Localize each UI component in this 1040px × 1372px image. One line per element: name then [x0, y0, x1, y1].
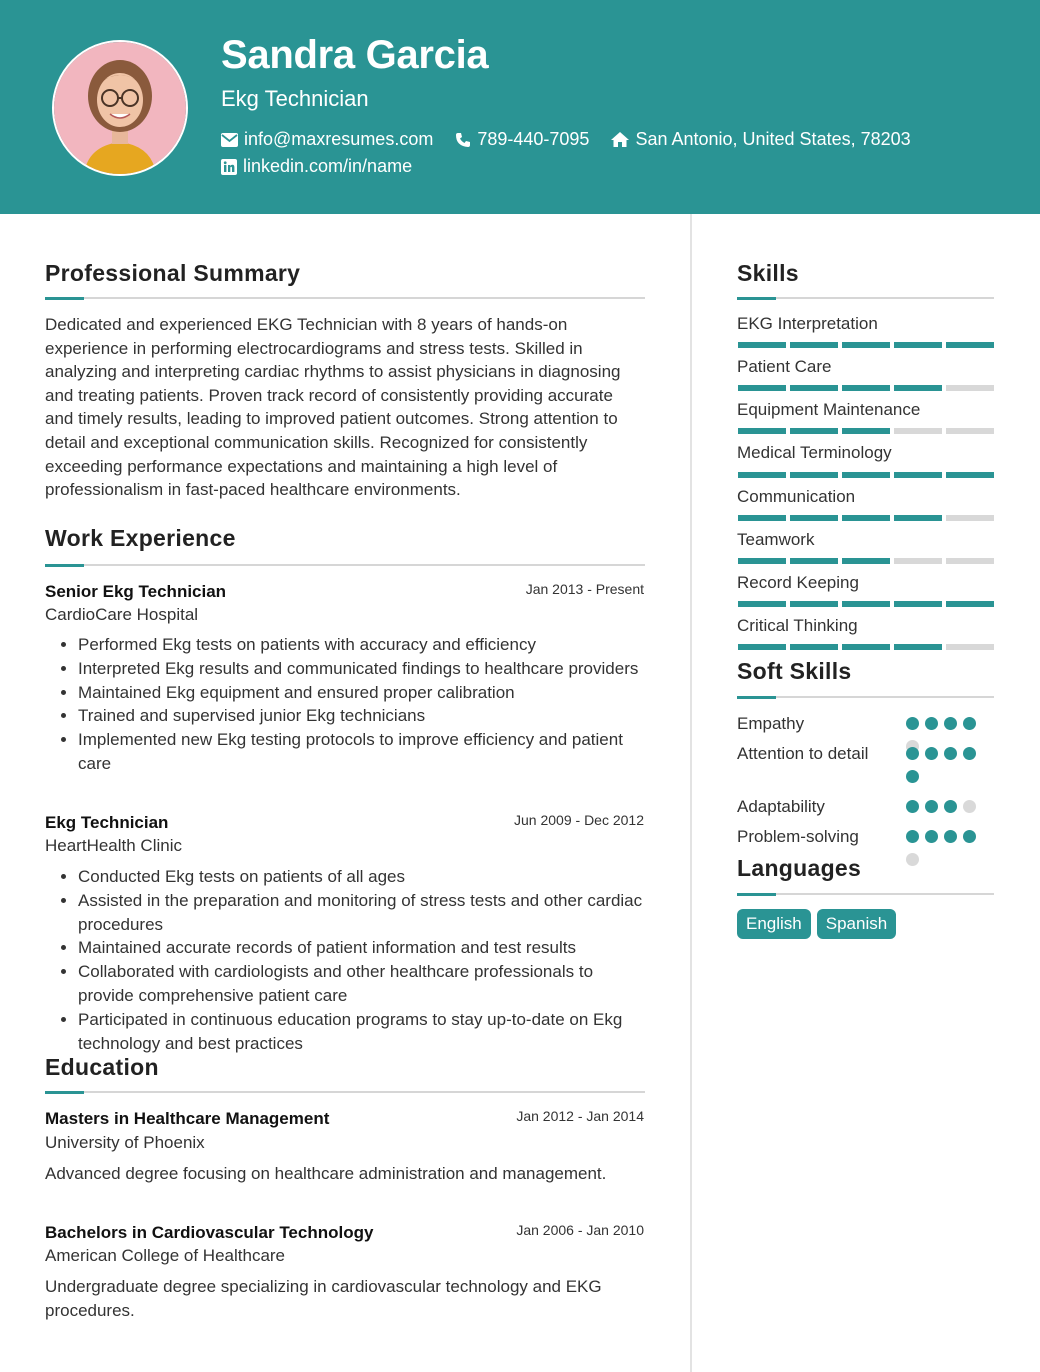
skill-segment-filled: [842, 385, 890, 391]
contact-row: [221, 129, 933, 150]
profile-photo: [52, 40, 188, 176]
skill-segment-filled: [946, 342, 994, 348]
rating-dot-empty: [963, 800, 976, 813]
soft-skill-name: Empathy: [737, 714, 805, 733]
skill-segment-filled: [738, 342, 786, 348]
skill-segment-filled: [894, 515, 942, 521]
skill-name: Teamwork: [737, 530, 815, 549]
skill-level-bar: [738, 428, 994, 434]
education-heading: Education: [45, 1054, 159, 1080]
job-bullet: • Performed Ekg tests on patients with accuracy and efficiency: [78, 633, 645, 657]
soft-skill-rating: [906, 800, 980, 813]
skill-name: Equipment Maintenance: [737, 400, 921, 419]
skill-segment-filled: [738, 385, 786, 391]
skill-level-bar: [738, 342, 994, 348]
skill-segment-empty: [894, 558, 942, 564]
summary-heading: Professional Summary: [45, 260, 301, 286]
job-bullet: • Assisted in the preparation and monitoring of stress tests and other cardiac procedures: [78, 889, 645, 937]
phone-contact[interactable]: [455, 129, 589, 150]
phone-text: 789-440-7095: [477, 129, 590, 149]
language-badge: English: [737, 909, 811, 939]
degree-description: Advanced degree focusing on healthcare administration and management.: [45, 1164, 607, 1183]
column-divider: [690, 214, 692, 1372]
degree-title: Bachelors in Cardiovascular Technology: [45, 1223, 374, 1242]
education-accent: [45, 1091, 84, 1094]
experience-rule: [45, 564, 645, 566]
skill-segment-empty: [946, 558, 994, 564]
rating-dot-filled: [944, 800, 957, 813]
job-bullet: • Implemented new Ekg testing protocols to improve efficiency and patient care: [78, 728, 645, 776]
skill-name: Patient Care: [737, 357, 832, 376]
skill-level-bar: [738, 601, 994, 607]
job-bullet: • Trained and supervised junior Ekg technicians: [78, 704, 645, 728]
skill-segment-filled: [790, 601, 838, 607]
rating-dot-filled: [925, 717, 938, 730]
rating-dot-filled: [944, 717, 957, 730]
rating-dot-empty: [906, 853, 919, 866]
skill-segment-filled: [842, 644, 890, 650]
skill-level-bar: [738, 644, 994, 650]
skill-name: Medical Terminology: [737, 443, 892, 462]
school-name: American College of Healthcare: [45, 1246, 286, 1265]
skill-name: Critical Thinking: [737, 616, 858, 635]
job-org: HeartHealth Clinic: [45, 836, 182, 855]
skill-name: Record Keeping: [737, 573, 859, 592]
rating-dot-filled: [906, 830, 919, 843]
language-list: [737, 909, 896, 939]
job-date: Jun 2009 - Dec 2012: [514, 812, 644, 828]
home-icon: [611, 132, 629, 147]
degree-date: Jan 2006 - Jan 2010: [516, 1222, 644, 1238]
skill-segment-filled: [946, 601, 994, 607]
skill-segment-filled: [790, 385, 838, 391]
skill-segment-filled: [738, 558, 786, 564]
skill-segment-filled: [738, 515, 786, 521]
skills-accent: [737, 297, 776, 300]
skill-segment-filled: [894, 385, 942, 391]
soft-skill-name: Adaptability: [737, 797, 825, 816]
rating-dot-filled: [925, 800, 938, 813]
job-title: Ekg Technician: [45, 813, 169, 832]
summary-text: Dedicated and experienced EKG Technician with 8 years of hands-on experience in performing electrocardiograms and stress tests. Skilled in analyzing and interpreting cardiac rhythms to assist physicians in diagnosing and treating patients. Proven track record of consistently providing accurate and timely results, leading to improved patient outcomes. Strong attention to detail and exceptional communication skills. Recognized for consistently exceeding performance expectations and maintaining a high level of professionalism in fast-paced healthcare environments.: [45, 315, 621, 500]
summary-rule: [45, 297, 645, 299]
skill-segment-filled: [842, 428, 890, 434]
experience-heading: Work Experience: [45, 525, 236, 551]
email-text: info@maxresumes.com: [244, 129, 434, 149]
rating-dot-filled: [906, 800, 919, 813]
rating-dot-filled: [925, 830, 938, 843]
skill-segment-filled: [946, 472, 994, 478]
email-contact[interactable]: [221, 129, 433, 150]
skill-segment-filled: [790, 644, 838, 650]
candidate-title: Ekg Technician: [221, 86, 369, 111]
degree-title: Masters in Healthcare Management: [45, 1109, 330, 1128]
skill-segment-filled: [738, 644, 786, 650]
phone-icon: [455, 132, 471, 148]
soft-skills-accent: [737, 696, 776, 699]
soft-skill-rating: [906, 747, 980, 783]
skill-segment-filled: [894, 342, 942, 348]
skill-name: Communication: [737, 487, 856, 506]
skill-segment-filled: [842, 472, 890, 478]
education-rule: [45, 1091, 645, 1093]
candidate-name: Sandra Garcia: [221, 33, 489, 77]
experience-accent: [45, 564, 84, 567]
job-bullet: • Interpreted Ekg results and communicated findings to healthcare providers: [78, 657, 645, 681]
languages-heading: Languages: [737, 855, 862, 881]
skill-segment-empty: [946, 644, 994, 650]
envelope-icon: [221, 133, 238, 147]
rating-dot-filled: [944, 747, 957, 760]
skill-segment-empty: [894, 428, 942, 434]
skill-level-bar: [738, 558, 994, 564]
job-title: Senior Ekg Technician: [45, 582, 227, 601]
job-bullet: • Conducted Ekg tests on patients of all ages: [78, 865, 645, 889]
skill-segment-filled: [738, 472, 786, 478]
resume-header: [0, 0, 1040, 214]
linkedin-text: linkedin.com/in/name: [243, 156, 413, 176]
rating-dot-filled: [906, 770, 919, 783]
linkedin-row: [221, 156, 434, 177]
linkedin-icon: [221, 159, 237, 175]
job-bullet: • Participated in continuous education programs to stay up-to-date on Ekg technology and best practices: [78, 1008, 645, 1056]
skill-segment-filled: [842, 515, 890, 521]
rating-dot-filled: [963, 717, 976, 730]
rating-dot-filled: [963, 747, 976, 760]
language-badge: Spanish: [817, 909, 896, 939]
skill-segment-filled: [894, 601, 942, 607]
rating-dot-filled: [906, 717, 919, 730]
skill-segment-empty: [946, 515, 994, 521]
skill-segment-filled: [738, 601, 786, 607]
rating-dot-filled: [906, 747, 919, 760]
skill-segment-empty: [946, 385, 994, 391]
skill-segment-empty: [946, 428, 994, 434]
location-text: San Antonio, United States, 78203: [635, 129, 911, 149]
skill-segment-filled: [790, 428, 838, 434]
rating-dot-filled: [944, 830, 957, 843]
soft-skill-rating: [906, 830, 980, 866]
job-bullets: [45, 865, 645, 1055]
rating-dot-filled: [963, 830, 976, 843]
job-org: CardioCare Hospital: [45, 605, 199, 624]
skill-segment-filled: [894, 472, 942, 478]
skill-segment-filled: [790, 558, 838, 564]
soft-skills-heading: Soft Skills: [737, 658, 852, 684]
job-bullet: • Maintained Ekg equipment and ensured proper calibration: [78, 681, 645, 705]
skill-segment-filled: [790, 515, 838, 521]
skill-name: EKG Interpretation: [737, 314, 878, 333]
school-name: University of Phoenix: [45, 1133, 205, 1152]
skill-segment-filled: [842, 342, 890, 348]
skill-level-bar: [738, 385, 994, 391]
job-date: Jan 2013 - Present: [525, 581, 644, 597]
soft-skill-name: Problem-solving: [737, 827, 859, 846]
skill-segment-filled: [842, 558, 890, 564]
languages-accent: [737, 893, 776, 896]
degree-description: Undergraduate degree specializing in cardiovascular technology and EKG procedures.: [45, 1277, 602, 1320]
job-bullet: • Maintained accurate records of patient information and test results: [78, 936, 645, 960]
linkedin-contact[interactable]: [221, 156, 412, 177]
soft-skill-name: Attention to detail: [737, 744, 869, 763]
rating-dot-filled: [925, 747, 938, 760]
skills-heading: Skills: [737, 260, 799, 286]
location-contact: [611, 129, 910, 150]
skill-level-bar: [738, 515, 994, 521]
summary-accent: [45, 297, 84, 300]
skill-segment-filled: [842, 601, 890, 607]
job-bullets: [45, 633, 645, 776]
degree-date: Jan 2012 - Jan 2014: [516, 1108, 644, 1124]
skill-segment-filled: [790, 342, 838, 348]
job-bullet: • Collaborated with cardiologists and other healthcare professionals to provide comprehensive patient care: [78, 960, 645, 1008]
skill-segment-filled: [894, 644, 942, 650]
skill-segment-filled: [738, 428, 786, 434]
skill-segment-filled: [790, 472, 838, 478]
skill-level-bar: [738, 472, 994, 478]
